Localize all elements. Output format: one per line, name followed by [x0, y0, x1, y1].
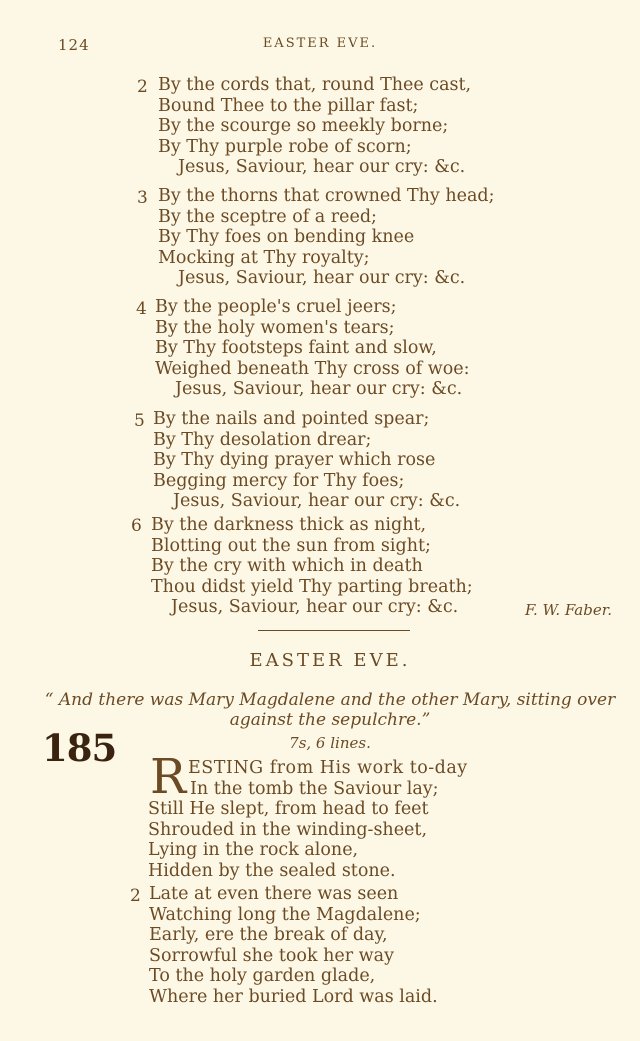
stanza-line: By the sceptre of a reed;	[158, 206, 377, 227]
hymn-number: 185	[42, 726, 117, 770]
stanza-line: By the thorns that crowned Thy head;	[158, 186, 495, 206]
stanza-line: Watching long the Magdalene;	[149, 904, 421, 925]
author-attribution: F. W. Faber.	[524, 601, 612, 619]
refrain-line: Jesus, Saviour, hear our cry: &c.	[171, 597, 459, 618]
stanza-number: 2	[137, 77, 148, 97]
stanza-line: Shrouded in the winding-sheet,	[148, 819, 428, 840]
stanza-line: By the people's cruel jeers;	[155, 297, 397, 317]
refrain-line: Jesus, Saviour, hear our cry: &c.	[178, 157, 466, 178]
meter: 7s, 6 lines.	[289, 734, 371, 752]
stanza-line: By the cry with which in death	[151, 556, 423, 577]
stanza-line: By Thy foes on bending knee	[158, 227, 415, 248]
stanza-line: To the holy garden glade,	[149, 966, 376, 987]
stanza	[158, 75, 471, 178]
section-title: EASTER EVE.	[249, 650, 411, 671]
refrain-line: Jesus, Saviour, hear our cry: &c.	[173, 491, 461, 512]
running-title: EASTER EVE.	[262, 36, 378, 51]
stanza-line: Bound Thee to the pillar fast;	[158, 95, 419, 116]
refrain-line: Jesus, Saviour, hear our cry: &c.	[178, 268, 466, 289]
stanza-number: 3	[137, 188, 148, 208]
stanza-line: Hidden by the sealed stone.	[148, 860, 396, 881]
stanza	[158, 186, 495, 289]
stanza	[148, 799, 429, 881]
first-lines-indented	[188, 758, 468, 799]
stanza	[151, 515, 473, 618]
stanza-line: Thou didst yield Thy parting breath;	[151, 576, 473, 597]
stanza-number: 2	[130, 886, 141, 906]
stanza-line: By the nails and pointed spear;	[153, 409, 430, 429]
stanza-line: Where her buried Lord was laid.	[149, 986, 438, 1007]
stanza-line: Lying in the rock alone,	[148, 840, 359, 861]
stanza-line: By the darkness thick as night,	[151, 515, 427, 535]
stanza-line: Blotting out the sun from sight;	[151, 535, 431, 556]
stanza-line: By the scourge so meekly borne;	[158, 116, 449, 137]
stanza-line: Weighed beneath Thy cross of woe:	[155, 358, 470, 379]
refrain-line: Jesus, Saviour, hear our cry: &c.	[175, 379, 463, 400]
stanza-line: Early, ere the break of day,	[149, 925, 388, 946]
stanza-line: By Thy desolation drear;	[153, 429, 372, 450]
stanza-line: By the cords that, round Thee cast,	[158, 75, 472, 95]
stanza-line: By the holy women's tears;	[155, 317, 395, 338]
stanza	[155, 297, 470, 400]
stanza	[149, 884, 438, 1008]
stanza-line: Begging mercy for Thy foes;	[153, 470, 405, 491]
stanza-line: Sorrowful she took her way	[149, 945, 394, 966]
drop-cap: R	[150, 749, 187, 805]
stanza-line: ESTING from His work to-day	[188, 758, 468, 778]
epigraph: “ And there was Mary Magdalene and the other Mary, sitting over against the sepulchre.”	[44, 690, 616, 730]
stanza-line: Late at even there was seen	[149, 884, 399, 904]
stanza-line: By Thy footsteps faint and slow,	[155, 338, 437, 359]
stanza-number: 6	[131, 516, 142, 536]
page-number: 124	[58, 36, 90, 54]
stanza	[153, 409, 460, 512]
stanza-number: 4	[136, 299, 147, 319]
stanza-line: By Thy dying prayer which rose	[153, 450, 436, 471]
stanza-line: Mocking at Thy royalty;	[158, 247, 370, 268]
stanza-line: Still He slept, from head to feet	[148, 799, 429, 819]
stanza-line: In the tomb the Saviour lay;	[190, 778, 439, 799]
stanza-line: By Thy purple robe of scorn;	[158, 136, 412, 157]
divider-rule	[258, 630, 410, 631]
stanza-number: 5	[134, 411, 145, 431]
